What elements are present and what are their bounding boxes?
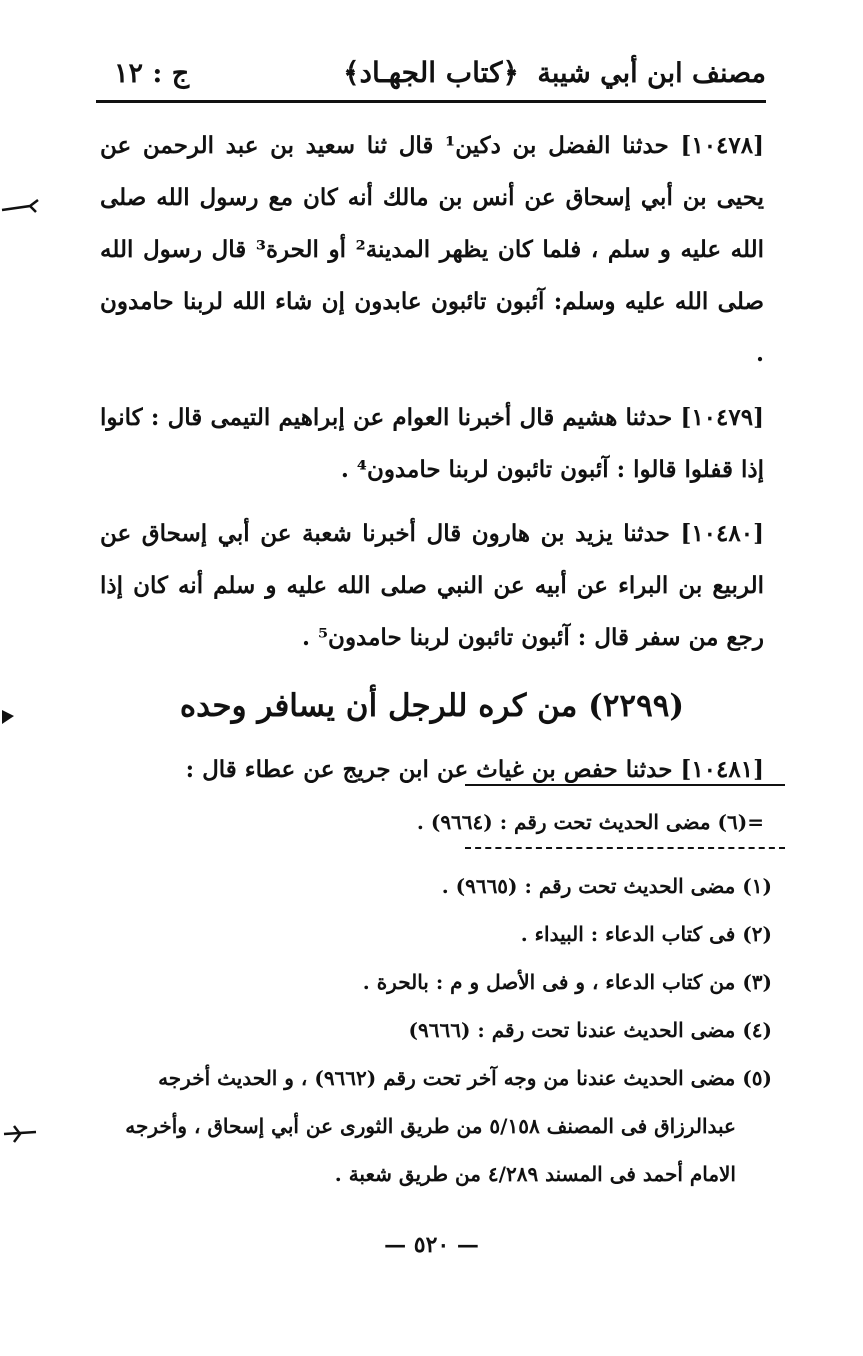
hadith-text: حدثنا هشيم قال أخبرنا العوام عن إبراهيم التيمى قال : كانوا إذا قفلوا قالوا : آئبون تائبون لربنا حامدون⁴ . (100, 404, 764, 483)
footnote-divider-dashed (465, 847, 785, 849)
hadith-number: [١٠٤٧٨] (680, 132, 765, 159)
footnote-divider (465, 784, 785, 786)
header-rule (96, 100, 766, 103)
footnote-4: (٤) مضى الحديث عندنا تحت رقم : (٩٦٦٦) (408, 1018, 772, 1042)
running-chapter-title: ﴿كتاب الجهـاد﴾ (343, 56, 519, 89)
footnote-3: (٣) من كتاب الدعاء ، و فى الأصل و م : بالحرة . (362, 970, 772, 994)
footnote-5: (٥) مضى الحديث عندنا من وجه آخر تحت رقم (٩٦٦٢) ، و الحديث أخرجه (158, 1066, 772, 1090)
hadith-text: حدثنا الفضل بن دكين¹ قال ثنا سعيد بن عبد الرحمن عن يحيى بن أبي إسحاق عن أنس بن مالك أنه كان مع رسول الله صلى الله عليه و سلم ، فلما كان يظهر المدينة² أو الحرة³ قال رسول الله صلى الله عليه وسلم: آئبون تائبون عابدون إن شاء الله لربنا حامدون . (100, 132, 765, 367)
footnotes (100, 862, 772, 1198)
main-text (100, 120, 764, 808)
hadith-text: حدثنا حفص بن غياث عن ابن جريج عن عطاء قال : (185, 756, 673, 783)
footnote-1: (١) مضى الحديث تحت رقم : (٩٦٦٥) . (441, 874, 772, 898)
margin-arrow-icon (0, 196, 40, 220)
margin-arrow-icon (0, 706, 40, 730)
volume-number: ج : ١٢ (114, 58, 190, 89)
chapter-heading: (٢٢٩٩) من كره للرجل أن يسافر وحده (179, 688, 685, 724)
hadith-number: [١٠٤٨١] (680, 756, 764, 783)
page-header (96, 48, 766, 98)
page-number: — ٥٢٠ — (384, 1232, 479, 1258)
carried-footnote: =(٦) مضى الحديث تحت رقم : (٩٦٦٤) . (416, 810, 764, 834)
hadith-number: [١٠٤٧٩] (680, 404, 764, 431)
margin-arrow-icon (0, 1122, 40, 1146)
hadith-10480 (100, 508, 764, 664)
footnote-2: (٢) فى كتاب الدعاء : البيداء . (520, 922, 772, 946)
hadith-number: [١٠٤٨٠] (680, 520, 764, 547)
hadith-10479 (100, 392, 764, 496)
footnote-5-continuation: عبدالرزاق فى المصنف ٥/١٥٨ من طريق الثورى عن أبي إسحاق ، وأخرجه (125, 1114, 736, 1138)
book-title: مصنف ابن أبي شيبة (537, 58, 766, 89)
footnote-5-continuation: الامام أحمد فى المسند ٤/٢٨٩ من طريق شعبة . (334, 1162, 736, 1186)
hadith-10481 (100, 744, 764, 796)
hadith-10478 (100, 120, 764, 380)
hadith-text: حدثنا يزيد بن هارون قال أخبرنا شعبة عن أبي إسحاق عن الربيع بن البراء عن أبيه عن النبي صلى الله عليه و سلم أنه كان إذا رجع من سفر قال : آئبون تائبون لربنا حامدون⁵ . (100, 520, 764, 651)
